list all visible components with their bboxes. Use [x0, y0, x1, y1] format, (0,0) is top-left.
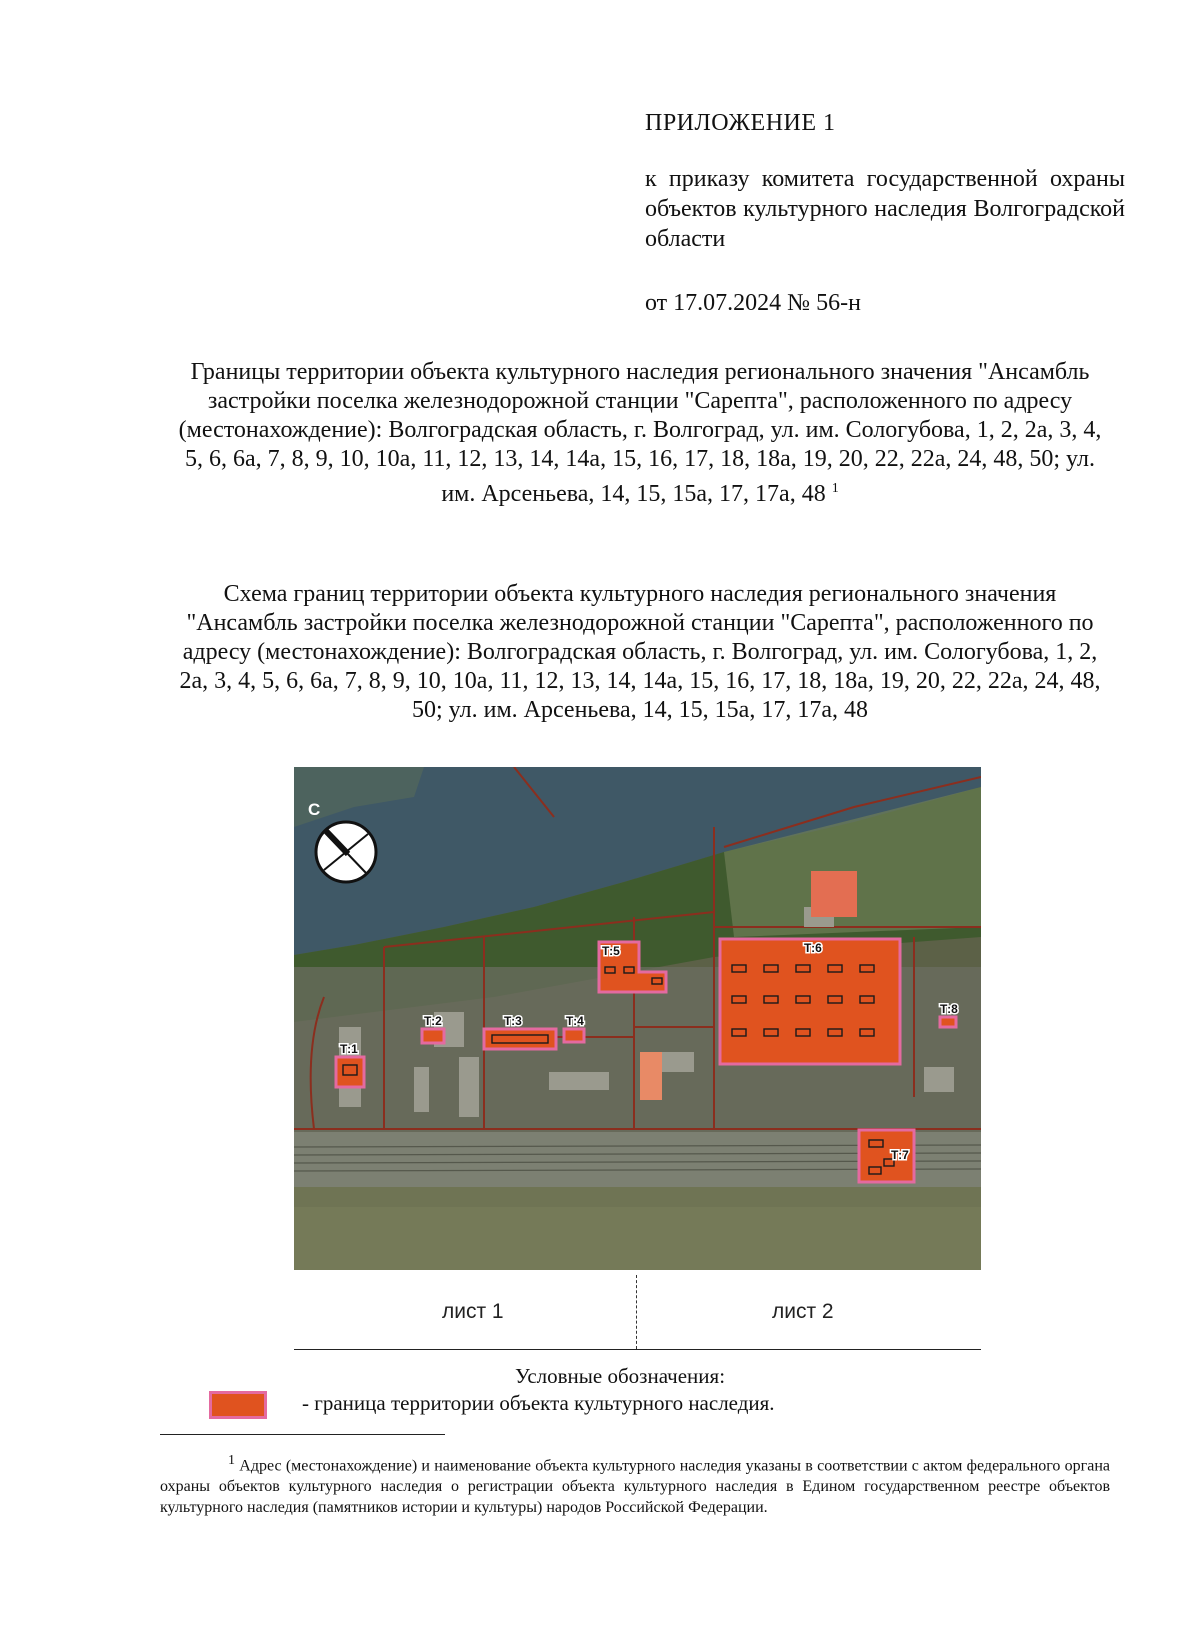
annex-block — [645, 108, 1125, 318]
scheme-heading — [170, 580, 1110, 725]
sheet-divider — [636, 1275, 637, 1349]
legend-swatch — [209, 1391, 267, 1419]
annex-order-ref: к приказу комитета государственной охраны объектов культурного наследия Волгоградской области — [645, 166, 1125, 252]
sheet-2-label: лист 2 — [772, 1300, 834, 1323]
territory-t4 — [564, 1029, 584, 1042]
footnote — [160, 1450, 1110, 1518]
sheet-index — [294, 1275, 981, 1351]
footnote-text: Адрес (местонахождение) и наименование объекта культурного наследия указаны в соответствии с актом федерального органа охраны объектов культурного наследия о регистрации объекта культурного наследия в Едином государственном реестре объектов культурного наследия (памятников истории и культуры) народов Российской Федерации. — [160, 1457, 1111, 1517]
north-letter: С — [308, 800, 321, 819]
label-t7: Т:7 — [891, 1148, 909, 1162]
footnote-separator — [160, 1434, 445, 1435]
legend-item: - граница территории объекта культурного наследия. — [302, 1391, 775, 1415]
building-red-roof — [640, 1052, 662, 1100]
legend-title: Условные обозначения: — [515, 1364, 726, 1388]
label-t3: Т:3 — [504, 1014, 522, 1028]
scheme-heading-text: Схема границ территории объекта культурного наследия регионального значения "Ансамбль застройки поселка железнодорожной станции "Сарепта", расположенного по адресу (местонахождение): Волгоградская область, г. Волгоград, ул. им. Сологубова, 1, 2, 2а, 3, 4, 5, 6, 6а, 7, 8, 9, 10, 10а, 11, 12, 13, 14, 14а, 15, 16, 17, 18, 18а, 19, 20, 22, 22а, 24, 48, 50; ул. им. Арсеньева, 14, 15, 15а, 17, 17а, 48 — [179, 581, 1101, 723]
label-t6: Т:6 — [804, 941, 822, 955]
heading-text: Границы территории объекта культурного наследия регионального значения "Ансамбль застройки поселка железнодорожной станции "Сарепта", расположенного по адресу (местонахождение): Волгоградская область, г. Волгоград, ул. им. Сологубова, 1, 2, 2а, 3, 4, 5, 6, 6а, 7, 8, 9, 10, 10а, 11, 12, 13, 14, 14а, 15, 16, 17, 18, 18а, 19, 20, 22, 22а, 24, 48, 50; ул. им. Арсеньева, 14, 15, 15а, 17, 17а, 48 — [178, 359, 1102, 507]
territory-t8 — [940, 1017, 956, 1027]
north-arrow-icon — [316, 822, 376, 882]
document-heading — [170, 358, 1110, 509]
annex-date-number: от 17.07.2024 № 56-н — [645, 290, 861, 316]
label-t1: Т:1 — [340, 1042, 358, 1056]
territory-map — [294, 767, 981, 1270]
sports-court — [811, 871, 857, 917]
sheet-1-label: лист 1 — [442, 1300, 504, 1323]
label-t8: Т:8 — [940, 1002, 958, 1016]
footnote-mark: 1 — [228, 1453, 235, 1468]
territory-t2 — [422, 1029, 444, 1043]
annex-title: ПРИЛОЖЕНИЕ 1 — [645, 110, 836, 136]
footnote-ref: 1 — [831, 481, 839, 496]
sheet-baseline — [294, 1349, 981, 1350]
label-t5: Т:5 — [602, 944, 620, 958]
label-t4: Т:4 — [566, 1014, 584, 1028]
label-t2: Т:2 — [424, 1014, 442, 1028]
